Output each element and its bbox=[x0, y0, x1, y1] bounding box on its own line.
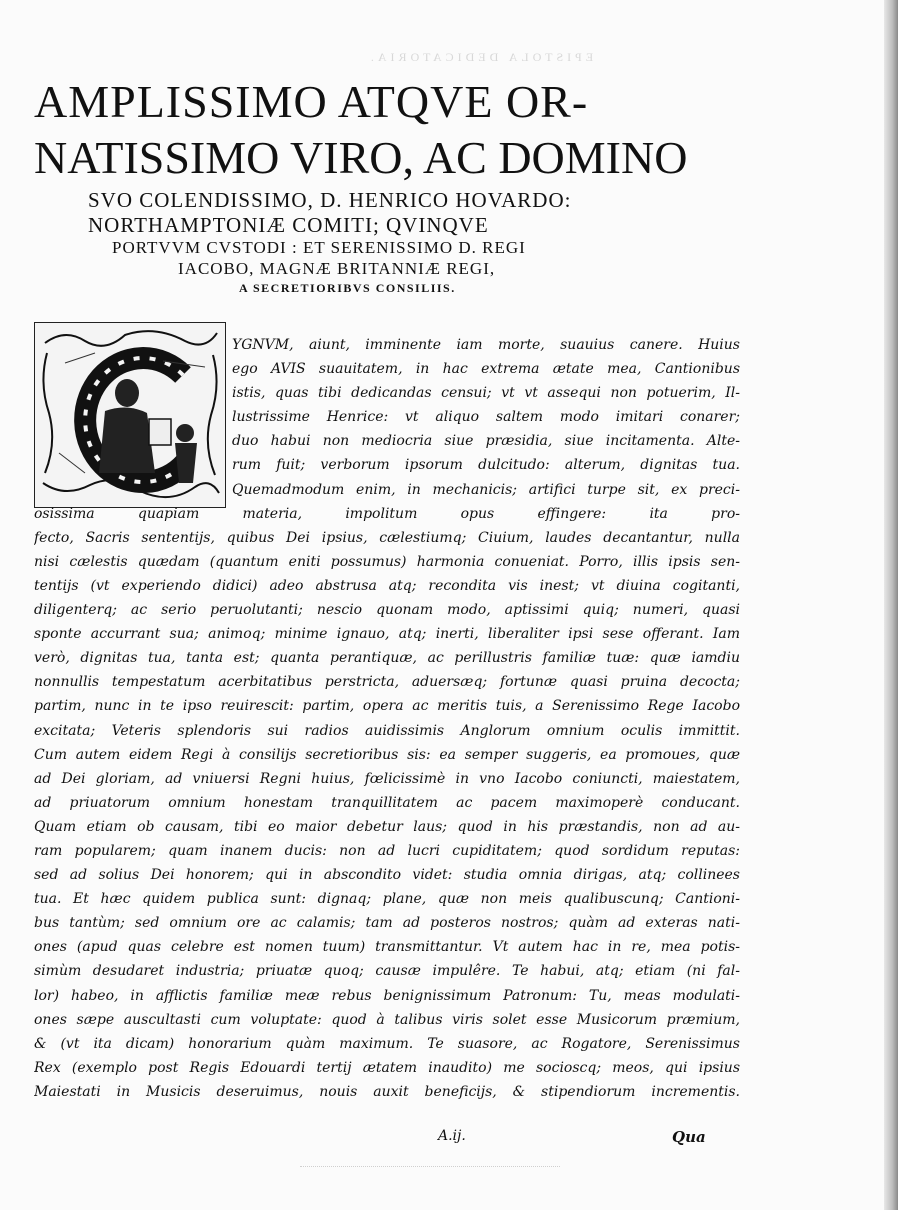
body-line: duo habui non mediocria siue præsidia, siue incitamenta. Alte- bbox=[232, 433, 740, 450]
body-line: ones (apud quas celebre est nomen tuum) transmittantur. Vt autem hac in re, mea potis- bbox=[34, 939, 740, 956]
subtitle-line-2: NORTHAMPTONIÆ COMITI; QVINQVE bbox=[88, 213, 489, 237]
body-line: Quemadmodum enim, in mechanicis; artifici turpe sit, ex preci- bbox=[232, 481, 740, 498]
signature-mark: A.ij. bbox=[438, 1128, 466, 1144]
body-line: sponte accurrant sua; animoq; minime ignauo, atq; inerti, liberaliter ipsi sese offerant. Iam bbox=[34, 626, 740, 643]
subtitle-line-5: A SECRETIORIBVS CONSILIIS. bbox=[239, 281, 456, 295]
body-line: tua. Et hæc quidem publica sunt: dignaq; plane, quæ non meis qualibuscunq; Cantioni- bbox=[34, 891, 740, 908]
body-line: ego AVIS suauitatem, in hac extrema ætate mea, Cantionibus bbox=[232, 361, 740, 378]
catchword: Qua bbox=[672, 1128, 706, 1146]
title-line-2: NATISSIMO VIRO, AC DOMINO bbox=[34, 132, 688, 183]
body-line: verò, dignitas tua, tanta est; quanta perantiquæ, ac perillustris familiæ tuæ: quæ iamdiu bbox=[34, 650, 740, 667]
body-line: ad Dei gloriam, ad vniuersi Regni huius, fœlicissimè in vno Iacobo coniuncti, maiestatem, bbox=[34, 770, 740, 787]
title-line-1: AMPLISSIMO ATQVE OR- bbox=[34, 76, 589, 127]
body-line: ones sæpe auscultasti cum voluptate: quod à talibus viris solet esse Musicorum præmium, bbox=[34, 1011, 740, 1028]
body-line: tentijs (vt experiendo didici) adeo abstrusa atq; recondita vis inest; vt diuina cogitanti, bbox=[34, 577, 740, 594]
body-line: Cum autem eidem Regi à consilijs secretioribus sis: ea semper suggeris, ea promoues, quæ bbox=[34, 746, 740, 763]
subtitle-line-4: IACOBO, MAGNÆ BRITANNIÆ REGI, bbox=[178, 259, 496, 278]
body-line: YGNVM, aiunt, imminente iam morte, suauius canere. Huius bbox=[232, 337, 740, 353]
body-line: sed ad solius Dei honorem; qui in abscondito videt: studia omnia dirigas, atq; collinees bbox=[34, 867, 740, 884]
body-line: nonnullis tempestatum acerbitatibus perstricta, aduersæq; fortunæ quasi pruina decocta; bbox=[34, 674, 740, 691]
body-line: Maiestati in Musicis deseruimus, nouis auxit beneficijs, & stipendiorum incrementis. bbox=[34, 1083, 740, 1100]
body-line: lustrissime Henrice: vt aliquo saltem modo imitari conarer; bbox=[232, 409, 740, 426]
body-line: ad priuatorum omnium honestam tranquillitatem ac pacem maximoperè conducant. bbox=[34, 794, 740, 811]
body-line: nisi cælestis quædam (quantum eniti possumus) harmonia conueniat. Porro, illis ipsis sen- bbox=[34, 553, 740, 570]
body-line: rum fuit; verborum ipsorum dulcitudo: alterum, dignitas tua. bbox=[232, 457, 740, 474]
page-edge-shadow bbox=[884, 0, 898, 1210]
body-line: fecto, Sacris sententijs, quibus Dei ipsius, cælestiumq; Ciuium, laudes decantantur, nulla bbox=[34, 529, 740, 546]
body-line: Rex (exemplo post Regis Edouardi tertij ætatem inaudito) me socioscq; meos, qui ipsius bbox=[34, 1059, 740, 1076]
body-line: partim, nunc in te ipso reuirescit: partim, opera ac meritis tuis, a Serenissimo Rege Iacobo bbox=[34, 698, 740, 715]
body-line: istis, quas tibi dedicandas censui; vt vt assequi non potuerim, Il- bbox=[232, 385, 740, 402]
body-line: simùm desudaret industria; priuatæ quoq; causæ impulêre. Te habui, atq; etiam (ni fal- bbox=[34, 963, 740, 980]
bleed-through-line bbox=[300, 1166, 560, 1177]
subtitle-line-3: PORTVVM CVSTODI : ET SERENISSIMO D. REGI bbox=[112, 238, 526, 257]
bleed-through-running-head: EPISTOLA DEDICATORIA. bbox=[366, 50, 594, 64]
dedication-body bbox=[34, 333, 740, 1104]
body-line: & (vt ita dicam) honorarium quàm maximum. Te suasore, ac Rogatore, Serenissimus bbox=[34, 1035, 740, 1052]
body-line: lor) habeo, in afflictis familiæ meæ rebus benignissimum Patronum: Tu, meas modulati- bbox=[34, 987, 740, 1004]
body-line: osissima quapiam materia, impolitum opus effingere: ita pro- bbox=[34, 505, 740, 522]
body-line: bus tantùm; sed omnium ore ac calamis; tam ad posteros nostros; quàm ad exteras nati- bbox=[34, 915, 740, 932]
subtitle-line-1: SVO COLENDISSIMO, D. HENRICO HOVARDO: bbox=[88, 188, 572, 212]
body-line: ram popularem; quam inanem ducis: non ad lucri cupiditatem; quod sordidum reputas: bbox=[34, 842, 740, 859]
body-line: Quam etiam ob causam, tibi eo maior debetur laus; quod in his præstandis, non ad au- bbox=[34, 818, 740, 835]
body-line: excitata; Veteris splendoris sui radios auidissimis Anglorum omnium oculis immittit. bbox=[34, 722, 740, 739]
body-line: diligenterq; ac serio peruolutanti; nescio quonam modo, aptissimi quiq; numeri, quasi bbox=[34, 602, 740, 619]
